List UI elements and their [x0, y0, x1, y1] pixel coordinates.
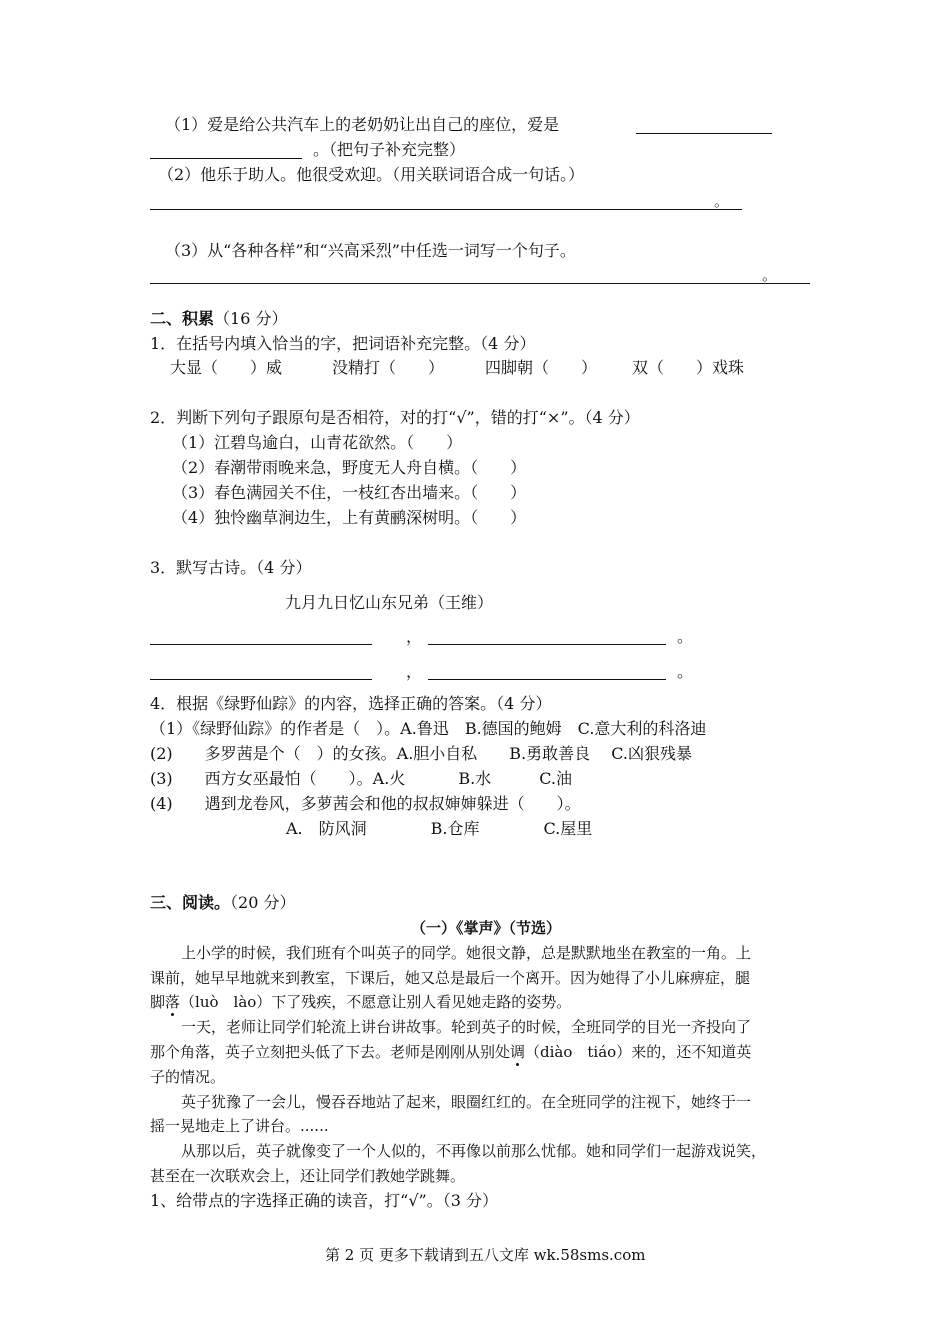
answer-line[interactable] — [636, 133, 772, 134]
s1-q1-line2: 。（把句子补充完整） — [313, 140, 466, 159]
s1-q2: （2）他乐于助人。他很受欢迎。（用关联词语合成一句话。） — [158, 165, 585, 184]
s1-q3-period: 。 — [762, 266, 778, 284]
s2-q2: 2．判断下列句子跟原句是否相符，对的打“√”，错的打“×”。（4 分） — [150, 408, 640, 427]
s2-q2-item: （3）春色满园关不住，一枝红杏出墙来。（ ） — [172, 483, 527, 502]
text: （diào tiáo）来的，还不知道英 — [525, 1043, 752, 1061]
passage-line: 一天，老师让同学们轮流上讲台讲故事。轮到英子的时候，全班同学的目光一齐投向了 — [181, 1018, 752, 1036]
answer-line[interactable] — [428, 679, 666, 680]
poem-title: 九月九日忆山东兄弟（王维） — [285, 593, 494, 612]
s1-q3: （3）从“各种各样”和“兴高采烈”中任选一词写一个句子。 — [165, 241, 576, 260]
dotted-char: 调 — [510, 1043, 526, 1061]
passage-line: 从那以后，英子就像变了一个人似的，不再像以前那么忧郁。她和同学们一起游戏说笑， — [181, 1142, 767, 1160]
section-score: （16 分） — [214, 309, 288, 328]
answer-line[interactable] — [150, 158, 302, 159]
dotted-char: 落 — [165, 993, 181, 1011]
s2-q4-item: (4) 遇到龙卷风，多萝茜会和他的叔叔婶婶躲进（ ）。 — [150, 794, 581, 813]
s1-q2-period: 。 — [714, 192, 730, 210]
s2-q1-item: 没精打（ ） — [332, 358, 445, 377]
section-heading-3 — [150, 892, 295, 914]
comma: ， — [406, 662, 423, 681]
passage-line: 上小学的时候，我们班有个叫英子的同学。她很文静，总是默默地坐在教室的一角。上 — [181, 944, 752, 962]
text: （luò lào）下了残疾，不愿意让别人看见她走路的姿势。 — [180, 993, 572, 1011]
text: 那个角落，英子立刻把头低了下去。老师是刚刚从别处 — [150, 1043, 511, 1061]
s2-q4-item: (2) 多罗茜是个（ ）的女孩。A.胆小自私 B.勇敢善良 C.凶狠残暴 — [150, 744, 692, 763]
page-footer: 第 2 页 更多下载请到五八文库 wk.58sms.com — [325, 1246, 646, 1264]
answer-line[interactable] — [150, 644, 372, 645]
passage-line — [150, 991, 571, 1013]
period: 。 — [677, 662, 694, 681]
s2-q2-item: （1）江碧鸟逾白，山青花欲然。（ ） — [172, 433, 463, 452]
passage-line: 英子犹豫了一会儿，慢吞吞地站了起来，眼圈红红的。在全班同学的注视下，她终于一 — [181, 1093, 752, 1111]
s2-q2-item: （4）独怜幽草涧边生，上有黄鹂深树明。（ ） — [172, 508, 527, 527]
section-title: 三、阅读。 — [150, 893, 231, 912]
passage-title: （一）《掌声》（节选） — [411, 919, 562, 937]
s2-q2-item: （2）春潮带雨晚来急，野度无人舟自横。（ ） — [172, 458, 527, 477]
passage-line: 课前，她早早地就来到教室，下课后，她又总是最后一个离开。因为她得了小儿麻痹症，腿 — [150, 969, 751, 987]
s1-q1-line1: （1）爱是给公共汽车上的老奶奶让出自己的座位，爱是 — [165, 115, 560, 134]
s2-q1: 1．在括号内填入恰当的字，把词语补充完整。（4 分） — [150, 334, 536, 353]
s2-q1-item: 双（ ）戏珠 — [632, 358, 745, 377]
s2-q4-item: (3) 西方女巫最怕（ ）。A.火 B.水 C.油 — [150, 769, 572, 788]
s2-q3: 3．默写古诗。（4 分） — [150, 558, 312, 577]
period: 。 — [677, 627, 694, 646]
s3-q1: 1、给带点的字选择正确的读音，打“√”。（3 分） — [150, 1191, 499, 1210]
answer-line[interactable] — [150, 679, 372, 680]
answer-line[interactable] — [150, 283, 810, 284]
section-score: （20 分） — [230, 893, 296, 912]
section-heading-2 — [150, 308, 287, 330]
passage-line: 子的情况。 — [150, 1068, 226, 1086]
s2-q4-options: A. 防风洞 B.仓库 C.屋里 — [286, 819, 593, 838]
s2-q4: 4．根据《绿野仙踪》的内容，选择正确的答案。（4 分） — [150, 694, 552, 713]
comma: ， — [406, 627, 423, 646]
passage-line: 摇一晃地走上了讲台。...... — [150, 1117, 329, 1135]
passage-line — [150, 1041, 751, 1063]
answer-line[interactable] — [150, 209, 742, 210]
s2-q1-item: 大显（ ）威 — [170, 358, 283, 377]
text: 脚 — [150, 993, 166, 1011]
s2-q4-item: （1）《绿野仙踪》的作者是（ ）。A.鲁迅 B.德国的鲍姆 C.意大利的科洛迪 — [150, 719, 707, 738]
answer-line[interactable] — [428, 644, 666, 645]
s2-q1-item: 四脚朝（ ） — [485, 358, 598, 377]
section-title: 二、积累 — [150, 309, 215, 328]
passage-line: 甚至在一次联欢会上，还让同学们教她学跳舞。 — [150, 1167, 466, 1185]
